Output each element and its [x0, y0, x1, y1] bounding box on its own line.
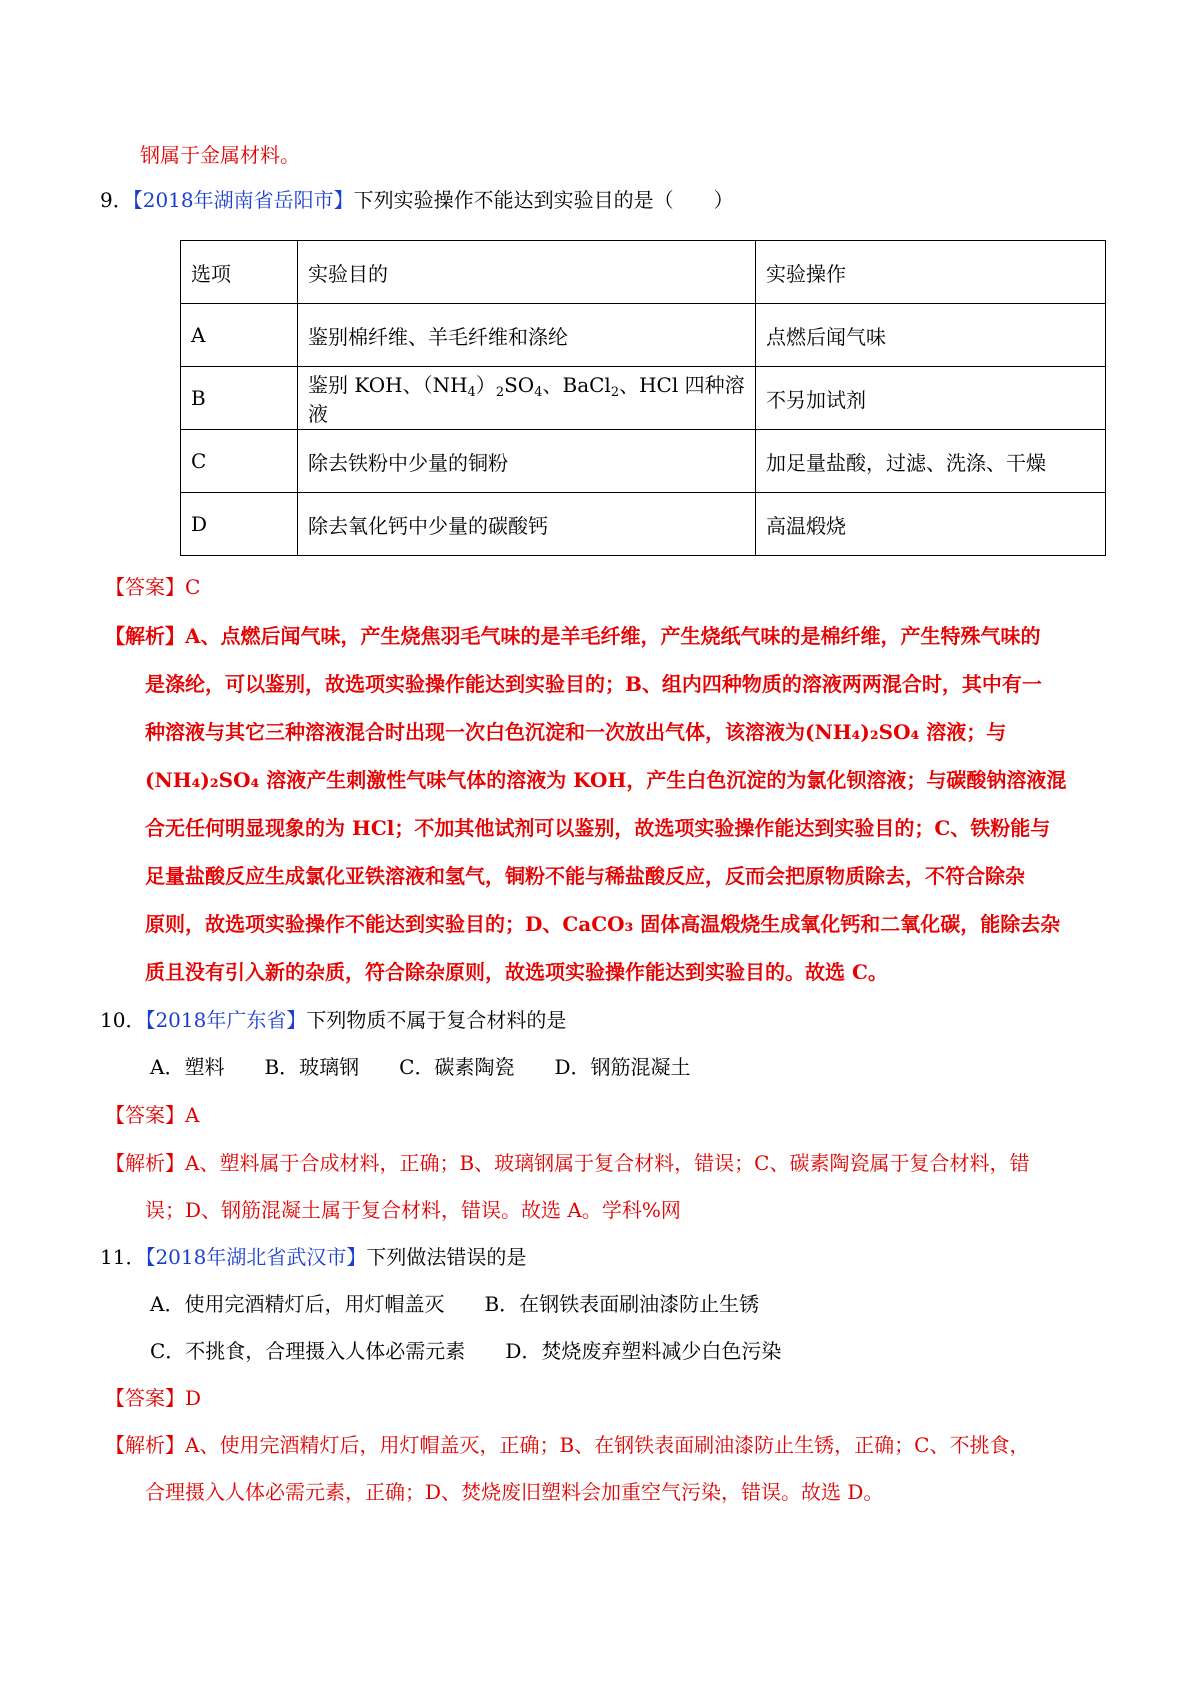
- answer-value: C: [185, 575, 201, 599]
- table-row: [181, 493, 1106, 556]
- table-row: [181, 430, 1106, 493]
- question-11-answer: [105, 1384, 201, 1412]
- question-9-analysis-line: 是涤纶，可以鉴别，故选项实验操作能达到实验目的；B、组内四种物质的溶液两两混合时，其中有一: [145, 672, 1042, 696]
- subscript: 4: [534, 385, 543, 400]
- question-9-stem: [100, 186, 734, 214]
- operation-cell: 不另加试剂: [756, 367, 1106, 430]
- option-cell: B: [181, 367, 298, 430]
- table-row: [181, 304, 1106, 367]
- table-row: [181, 367, 1106, 430]
- option-b: B．在钢铁表面刷油漆防止生锈: [484, 1292, 760, 1316]
- question-9-analysis-line: 足量盐酸反应生成氯化亚铁溶液和氢气，铜粉不能与稀盐酸反应，反而会把原物质除去，不符合除杂: [145, 864, 1025, 888]
- option-cell: A: [181, 304, 298, 367]
- previous-analysis-tail: 钢属于金属材料。: [140, 143, 300, 167]
- question-text: 下列做法错误的是: [366, 1245, 527, 1269]
- analysis-label: 【解析】: [105, 624, 185, 648]
- question-source: 【2018年广东省】: [145, 1008, 307, 1032]
- question-9-analysis-line: 质且没有引入新的杂质，符合除杂原则，故选项实验操作能达到实验目的。故选 C。: [145, 960, 888, 984]
- table-header-row: [181, 241, 1106, 304]
- answer-value: A: [185, 1103, 200, 1127]
- operation-cell: 加足量盐酸，过滤、洗涤、干燥: [756, 430, 1106, 493]
- question-11-stem: [100, 1243, 526, 1271]
- purpose-text: 、HCl 四种溶液: [308, 373, 745, 426]
- question-number: 10．: [100, 1008, 146, 1032]
- question-11-options-row-1: [150, 1290, 759, 1318]
- table-header-cell: 实验目的: [298, 241, 756, 304]
- purpose-cell: 除去铁粉中少量的铜粉: [298, 430, 756, 493]
- option-c: C．碳素陶瓷: [399, 1055, 515, 1079]
- purpose-cell: 除去氧化钙中少量的碳酸钙: [298, 493, 756, 556]
- question-text: 下列实验操作不能达到实验目的是（ ）: [353, 188, 734, 212]
- analysis-text: A、使用完酒精灯后，用灯帽盖灭，正确；B、在钢铁表面刷油漆防止生锈，正确；C、不挑食，: [185, 1433, 1030, 1457]
- question-10-answer: [105, 1101, 199, 1129]
- analysis-label: 【解析】: [105, 1433, 185, 1457]
- question-source: 【2018年湖北省武汉市】: [145, 1245, 367, 1269]
- operation-cell: 高温煅烧: [756, 493, 1106, 556]
- question-number: 9．: [100, 188, 133, 212]
- question-9-analysis-line: 合无任何明显现象的为 HCl；不加其他试剂可以鉴别，故选项实验操作能达到实验目的；C、铁粉能与: [145, 816, 1051, 840]
- analysis-label: 【解析】: [105, 1151, 185, 1175]
- question-9-analysis-line: 种溶液与其它三种溶液混合时出现一次白色沉淀和一次放出气体，该溶液为(NH₄)₂SO₄ 溶液；与: [145, 720, 1007, 744]
- question-11-options-row-2: [150, 1337, 781, 1365]
- subscript: 4: [467, 385, 476, 400]
- answer-label: 【答案】: [105, 1386, 185, 1410]
- purpose-cell: 鉴别棉纤维、羊毛纤维和涤纶: [298, 304, 756, 367]
- question-10-analysis-line: [105, 1149, 1029, 1177]
- question-10-stem: [100, 1006, 566, 1034]
- question-text: 下列物质不属于复合材料的是: [306, 1008, 567, 1032]
- purpose-text: ）: [475, 373, 496, 397]
- purpose-cell: [298, 367, 756, 430]
- operation-cell: 点燃后闻气味: [756, 304, 1106, 367]
- answer-label: 【答案】: [105, 575, 185, 599]
- table-header-cell: 实验操作: [756, 241, 1106, 304]
- option-b: B．玻璃钢: [264, 1055, 360, 1079]
- answer-label: 【答案】: [105, 1103, 185, 1127]
- option-d: D．钢筋混凝土: [554, 1055, 691, 1079]
- subscript: 2: [495, 385, 505, 400]
- question-11-analysis-line: [105, 1431, 1029, 1459]
- purpose-text: 、BaCl: [542, 373, 611, 397]
- option-c: C．不挑食，合理摄入人体必需元素: [150, 1339, 466, 1363]
- question-9-analysis-line: 原则，故选项实验操作不能达到实验目的；D、CaCO₃ 固体高温煅烧生成氧化钙和二氧化碳，能除去杂: [145, 912, 1061, 936]
- option-d: D．焚烧废弃塑料减少白色污染: [505, 1339, 782, 1363]
- question-10-options: [150, 1053, 691, 1081]
- purpose-text: 鉴别 KOH、（NH: [308, 373, 468, 397]
- question-9-table: [180, 240, 1106, 556]
- question-11-analysis-line: 合理摄入人体必需元素，正确；D、焚烧废旧塑料会加重空气污染，错误。故选 D。: [145, 1480, 884, 1504]
- option-cell: D: [181, 493, 298, 556]
- subscript: 2: [610, 385, 620, 400]
- table-header-cell: 选项: [181, 241, 298, 304]
- question-10-analysis-line: 误；D、钢筋混凝土属于复合材料，错误。故选 A。学科%网: [145, 1198, 681, 1222]
- analysis-text: A、点燃后闻气味，产生烧焦羽毛气味的是羊毛纤维，产生烧纸气味的是棉纤维，产生特殊气味的: [185, 624, 1041, 648]
- question-number: 11．: [100, 1245, 146, 1269]
- question-source: 【2018年湖南省岳阳市】: [132, 188, 354, 212]
- purpose-text: SO: [504, 373, 535, 397]
- question-9-analysis-line: [105, 622, 1041, 650]
- option-cell: C: [181, 430, 298, 493]
- analysis-text: A、塑料属于合成材料，正确；B、玻璃钢属于复合材料，错误；C、碳素陶瓷属于复合材料，错: [185, 1151, 1030, 1175]
- question-9-answer: [105, 573, 200, 601]
- option-a: A．使用完酒精灯后，用灯帽盖灭: [150, 1292, 445, 1316]
- answer-value: D: [185, 1386, 202, 1410]
- option-a: A．塑料: [150, 1055, 225, 1079]
- question-9-analysis-line: (NH₄)₂SO₄ 溶液产生刺激性气味气体的溶液为 KOH，产生白色沉淀的为氯化钡溶液；与碳酸钠溶液混: [145, 768, 1067, 792]
